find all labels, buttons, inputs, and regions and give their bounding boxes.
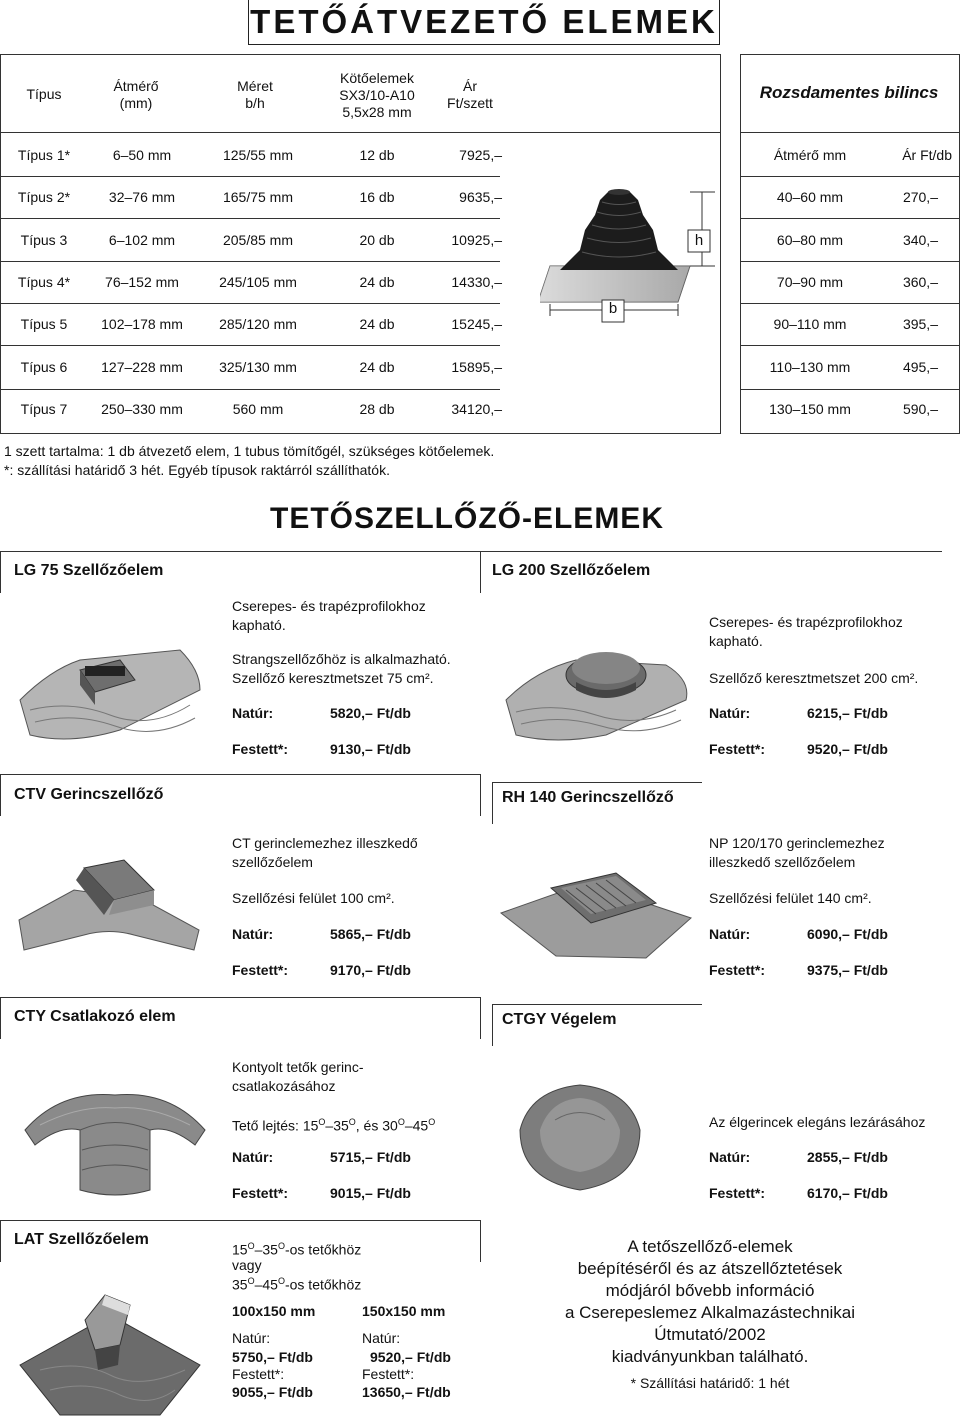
rh140-desc-2: Szellőzési felület 140 cm². xyxy=(709,890,872,906)
clamp-cell: 495,– xyxy=(902,359,938,375)
product-title-ctgy: CTGY Végelem xyxy=(502,1011,617,1028)
lat-vent-image xyxy=(10,1285,210,1425)
clamp-cell: 90–110 mm xyxy=(773,316,847,332)
header-ar: Ár Ft/szett xyxy=(447,78,493,111)
info-line-2: beépítéséről és az átszellőztetések xyxy=(577,1259,843,1278)
table-cell: 285/120 mm xyxy=(219,316,297,332)
table-cell: 34120,– xyxy=(451,401,502,417)
lg75-desc-1: Cserepes- és trapézprofilokhoz kapható. xyxy=(232,598,426,633)
lat-natur-label-1: Natúr: xyxy=(232,1330,271,1346)
table-cell: 12 db xyxy=(359,147,395,163)
lat-natur-label-2: Natúr: xyxy=(362,1330,401,1346)
table-cell: 28 db xyxy=(359,401,395,417)
ctv-vent-image xyxy=(14,850,204,960)
lat-size-1: 100x150 mm xyxy=(232,1303,316,1319)
table-cell: Típus 2* xyxy=(17,189,71,205)
lg200-desc-2: Szellőző keresztmetszet 200 cm². xyxy=(709,670,919,686)
clamp-cell: 110–130 mm xyxy=(769,359,851,375)
table-cell: 10925,– xyxy=(451,232,502,248)
header-atmero: Átmérő (mm) xyxy=(113,78,159,111)
cty-natur-price: 5715,– Ft/db xyxy=(330,1149,411,1165)
clamp-cell: 395,– xyxy=(902,316,938,332)
table-cell: 102–178 mm xyxy=(101,316,183,332)
table-cell: Típus 5 xyxy=(20,316,68,332)
table-cell: 15895,– xyxy=(451,359,502,375)
clamp-cell: 60–80 mm xyxy=(776,232,844,248)
rh140-desc-1: NP 120/170 gerinclemezhez illeszkedő szellőzőelem xyxy=(709,835,885,870)
table-cell: 245/105 mm xyxy=(219,274,297,290)
table-cell: Típus 3 xyxy=(20,232,68,248)
clamp-cell: 40–60 mm xyxy=(776,189,844,205)
lat-festett-price-2: 13650,– Ft/db xyxy=(362,1384,451,1400)
lat-line-1: $15^O-35^O-os$ tetőkhöz xyxy=(232,1241,362,1258)
table-cell: 127–228 mm xyxy=(101,359,183,375)
header-meret: Méret b/h xyxy=(237,78,273,111)
product-title-lg200: LG 200 Szellőzőelem xyxy=(492,562,651,579)
table-cell: 32–76 mm xyxy=(108,189,176,205)
table-cell: 6–50 mm xyxy=(112,147,172,163)
info-line-5: Útmutató/2002 xyxy=(654,1325,766,1344)
rh140-natur-price: 6090,– Ft/db xyxy=(807,926,888,942)
info-footnote: * Szállítási határidő: 1 hét xyxy=(630,1375,790,1391)
ctgy-element-image xyxy=(500,1070,660,1200)
table-cell: 15245,– xyxy=(451,316,502,332)
cty-element-image xyxy=(20,1070,210,1200)
lg200-desc-1: Cserepes- és trapézprofilokhoz kapható. xyxy=(709,614,903,649)
rh140-festett-price: 9375,– Ft/db xyxy=(807,962,888,978)
table-cell: 560 mm xyxy=(232,401,284,417)
clamp-cell: 270,– xyxy=(902,189,938,205)
table-cell: 14330,– xyxy=(451,274,502,290)
ctv-natur-label: Natúr: xyxy=(232,926,274,942)
note-1: 1 szett tartalma: 1 db átvezető elem, 1 tubus tömítőgél, szükséges kötőelemek. xyxy=(4,443,495,459)
lat-natur-price-1: 5750,– Ft/db xyxy=(232,1349,313,1365)
clamp-cell: 360,– xyxy=(902,274,938,290)
clamp-cell: 70–90 mm xyxy=(776,274,844,290)
table-cell: 16 db xyxy=(359,189,395,205)
lg75-natur-label: Natúr: xyxy=(232,705,274,721)
header-tipus: Típus xyxy=(26,86,62,102)
lat-festett-price-1: 9055,– Ft/db xyxy=(232,1384,313,1400)
ctgy-natur-price: 2855,– Ft/db xyxy=(807,1149,888,1165)
lg75-festett-price: 9130,– Ft/db xyxy=(330,741,411,757)
table-cell: 165/75 mm xyxy=(222,189,294,205)
clamp-cell: 340,– xyxy=(902,232,938,248)
cty-festett-price: 9015,– Ft/db xyxy=(330,1185,411,1201)
table-cell: 24 db xyxy=(359,359,395,375)
clamp-cell: 130–150 mm xyxy=(769,401,851,417)
table-cell: Típus 6 xyxy=(20,359,68,375)
info-line-1: A tetőszellőző-elemek xyxy=(627,1237,793,1256)
cty-natur-label: Natúr: xyxy=(232,1149,274,1165)
diagram-b-label: b xyxy=(608,300,618,317)
clamp-header-atmero: Átmérő mm xyxy=(773,147,847,163)
lg200-natur-label: Natúr: xyxy=(709,705,751,721)
table-cell: Típus 1* xyxy=(17,147,71,163)
ctv-festett-label: Festett*: xyxy=(232,962,289,978)
lg200-festett-label: Festett*: xyxy=(709,741,766,757)
product-title-lg75: LG 75 Szellőzőelem xyxy=(14,562,164,579)
ctgy-festett-price: 6170,– Ft/db xyxy=(807,1185,888,1201)
product-title-rh140: RH 140 Gerincszellőző xyxy=(502,789,674,806)
rh140-natur-label: Natúr: xyxy=(709,926,751,942)
clamp-header-ar: Ár Ft/db xyxy=(902,147,952,163)
lat-natur-price-2: 9520,– Ft/db xyxy=(370,1349,451,1365)
lg75-vent-image xyxy=(10,630,210,750)
rh140-festett-label: Festett*: xyxy=(709,962,766,978)
table-cell: 9635,– xyxy=(459,189,502,205)
table-cell: 20 db xyxy=(359,232,395,248)
lg75-festett-label: Festett*: xyxy=(232,741,289,757)
ctgy-festett-label: Festett*: xyxy=(709,1185,766,1201)
lg75-desc-3: Szellőző keresztmetszet 75 cm². xyxy=(232,670,434,686)
lg75-desc-2: Strangszellőzőhöz is alkalmazható. xyxy=(232,651,451,667)
lat-line-2: vagy xyxy=(232,1257,262,1273)
table-cell: 6–102 mm xyxy=(108,232,176,248)
lg200-festett-price: 9520,– Ft/db xyxy=(807,741,888,757)
ctv-desc-2: Szellőzési felület 100 cm². xyxy=(232,890,395,906)
product-title-ctv: CTV Gerincszellőző xyxy=(14,786,164,803)
lg200-natur-price: 6215,– Ft/db xyxy=(807,705,888,721)
lat-festett-label-2: Festett*: xyxy=(362,1366,415,1382)
table-cell: Típus 4* xyxy=(17,274,71,290)
lat-festett-label-1: Festett*: xyxy=(232,1366,285,1382)
ctv-festett-price: 9170,– Ft/db xyxy=(330,962,411,978)
lat-line-3: $35^O-45^O-os$ tetőkhöz xyxy=(232,1276,362,1293)
page-title: TETŐÁTVEZETŐ ELEMEK xyxy=(248,0,720,45)
info-block xyxy=(520,1236,900,1394)
info-line-6: kiadványunkban található. xyxy=(611,1347,809,1366)
clamp-title: Rozsdamentes bilincs xyxy=(759,83,939,102)
table-cell: 24 db xyxy=(359,274,395,290)
ctgy-natur-label: Natúr: xyxy=(709,1149,751,1165)
cty-desc-1: Kontyolt tetők gerinc-csatlakozásához xyxy=(232,1059,364,1094)
table-cell: 205/85 mm xyxy=(222,232,294,248)
product-title-lat: LAT Szellőzőelem xyxy=(14,1231,149,1248)
product-title-cty: CTY Csatlakozó elem xyxy=(14,1008,176,1025)
roof-flashing-diagram xyxy=(540,170,720,330)
table-cell: 76–152 mm xyxy=(105,274,179,290)
table-cell: 325/130 mm xyxy=(219,359,297,375)
table-cell: 125/55 mm xyxy=(222,147,294,163)
info-line-4: a Cserepeslemez Alkalmazástechnikai xyxy=(564,1303,856,1322)
lg75-natur-price: 5820,– Ft/db xyxy=(330,705,411,721)
section-title: TETŐSZELLŐZŐ-ELEMEK xyxy=(270,502,664,535)
header-kotoelemek: Kötőelemek SX3/10-A10 5,5x28 mm xyxy=(339,70,415,120)
lg200-vent-image xyxy=(496,620,696,750)
diagram-h-label: h xyxy=(694,232,704,249)
table-cell: 7925,– xyxy=(459,147,502,163)
info-line-3: módjáról bővebb információ xyxy=(605,1281,815,1300)
rh140-vent-image xyxy=(496,848,696,968)
table-cell: 250–330 mm xyxy=(101,401,183,417)
lat-size-2: 150x150 mm xyxy=(362,1303,446,1319)
note-2: *: szállítási határidő 3 hét. Egyéb típusok raktárról szállíthatók. xyxy=(4,462,390,478)
cty-desc-2: Tető lejtés: $15^O-35^O$, és $30^O-45^O$ xyxy=(232,1117,436,1134)
ctgy-desc-1: Az élgerincek elegáns lezárásához xyxy=(709,1114,926,1130)
table-cell: 24 db xyxy=(359,316,395,332)
ctv-natur-price: 5865,– Ft/db xyxy=(330,926,411,942)
ctv-desc-1: CT gerinclemezhez illeszkedő szellőzőelem xyxy=(232,835,418,870)
cty-festett-label: Festett*: xyxy=(232,1185,289,1201)
table-cell: Típus 7 xyxy=(20,401,68,417)
clamp-cell: 590,– xyxy=(902,401,938,417)
